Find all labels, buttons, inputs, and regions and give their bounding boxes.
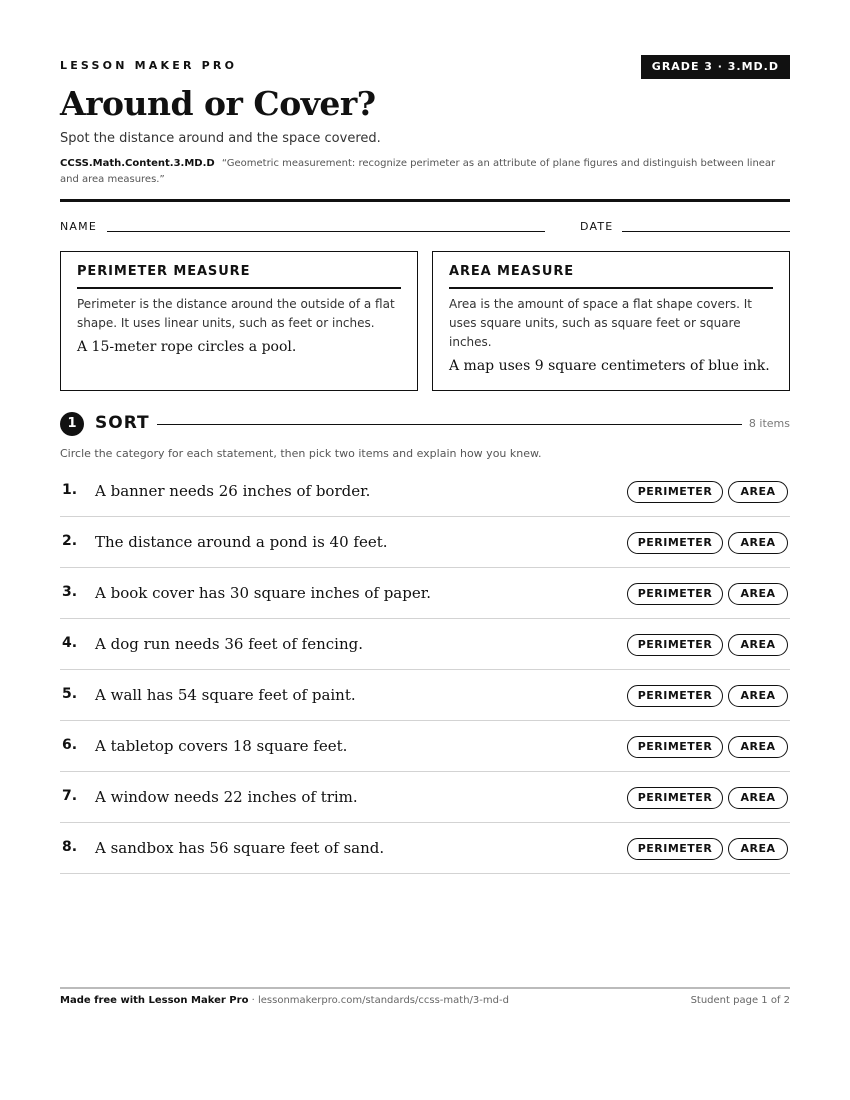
top-bar xyxy=(60,55,790,79)
section-instructions: Circle the category for each statement, then pick two items and explain how you knew. xyxy=(60,447,542,460)
name-date-row xyxy=(60,219,790,235)
area-card-title: AREA MEASURE xyxy=(449,264,773,289)
area-choice-button[interactable]: AREA xyxy=(728,736,788,758)
area-choice-button[interactable]: AREA xyxy=(728,481,788,503)
list-item xyxy=(60,721,790,772)
perimeter-choice-button[interactable]: PERIMETER xyxy=(627,787,723,809)
standard-code: CCSS.Math.Content.3.MD.D xyxy=(60,158,215,169)
area-choice-button[interactable]: AREA xyxy=(728,532,788,554)
item-text: A banner needs 26 inches of border. xyxy=(95,482,371,500)
footer-separator: · xyxy=(248,995,258,1006)
page-title: Around or Cover? xyxy=(60,84,376,123)
list-item xyxy=(60,517,790,568)
standard-text: “Geometric measurement: recognize perimeter as an attribute of plane figures and distinguish between linear and area measures.” xyxy=(60,158,776,185)
item-text: A sandbox has 56 square feet of sand. xyxy=(95,839,385,857)
item-number: 8. xyxy=(62,839,78,855)
list-item xyxy=(60,823,790,874)
footer-made-with: Made free with Lesson Maker Pro xyxy=(60,995,249,1006)
area-choice-button[interactable]: AREA xyxy=(728,634,788,656)
item-text: The distance around a pond is 40 feet. xyxy=(95,533,388,551)
name-label: NAME xyxy=(60,220,97,233)
section-divider xyxy=(157,424,742,425)
area-choice-button[interactable]: AREA xyxy=(728,838,788,860)
section-number-badge: 1 xyxy=(60,412,84,436)
grade-badge: GRADE 3 · 3.MD.D xyxy=(641,55,790,79)
perimeter-card xyxy=(60,251,418,391)
item-number: 4. xyxy=(62,635,78,651)
footer-divider xyxy=(60,987,790,989)
item-text: A wall has 54 square feet of paint. xyxy=(95,686,356,704)
perimeter-choice-button[interactable]: PERIMETER xyxy=(627,685,723,707)
date-field[interactable] xyxy=(622,231,790,232)
perimeter-card-body: Perimeter is the distance around the outside of a flat shape. It uses linear units, such as feet or inches. xyxy=(77,297,395,330)
section-header xyxy=(60,411,790,437)
footer-url-link[interactable]: lessonmakerpro.com/standards/ccss-math/3-md-d xyxy=(257,995,509,1006)
page-subtitle: Spot the distance around and the space covered. xyxy=(60,131,381,146)
standard-description xyxy=(60,156,790,188)
perimeter-choice-button[interactable]: PERIMETER xyxy=(627,481,723,503)
item-text: A book cover has 30 square inches of paper. xyxy=(95,584,432,602)
perimeter-choice-button[interactable]: PERIMETER xyxy=(627,736,723,758)
section-item-count: 8 items xyxy=(748,417,790,430)
footer xyxy=(60,995,790,1006)
date-label: DATE xyxy=(580,220,614,233)
area-card-example: A map uses 9 square centimeters of blue ink. xyxy=(449,358,770,374)
name-field[interactable] xyxy=(107,231,545,232)
item-number: 5. xyxy=(62,686,78,702)
item-number: 7. xyxy=(62,788,78,804)
header-divider xyxy=(60,199,790,202)
item-text: A dog run needs 36 feet of fencing. xyxy=(95,635,363,653)
item-number: 2. xyxy=(62,533,78,549)
item-text: A tabletop covers 18 square feet. xyxy=(95,737,348,755)
section-title: SORT xyxy=(95,413,150,433)
perimeter-choice-button[interactable]: PERIMETER xyxy=(627,532,723,554)
list-item xyxy=(60,466,790,517)
item-number: 1. xyxy=(62,482,78,498)
area-choice-button[interactable]: AREA xyxy=(728,583,788,605)
perimeter-choice-button[interactable]: PERIMETER xyxy=(627,583,723,605)
list-item xyxy=(60,670,790,721)
list-item xyxy=(60,772,790,823)
area-choice-button[interactable]: AREA xyxy=(728,685,788,707)
item-number: 3. xyxy=(62,584,78,600)
item-list xyxy=(60,466,790,874)
area-card xyxy=(432,251,790,391)
perimeter-choice-button[interactable]: PERIMETER xyxy=(627,634,723,656)
brand-name: LESSON MAKER PRO xyxy=(60,59,238,72)
area-choice-button[interactable]: AREA xyxy=(728,787,788,809)
list-item xyxy=(60,568,790,619)
perimeter-choice-button[interactable]: PERIMETER xyxy=(627,838,723,860)
area-card-body: Area is the amount of space a flat shape covers. It uses square units, such as square feet or square inches. xyxy=(449,297,752,349)
perimeter-card-example: A 15-meter rope circles a pool. xyxy=(77,339,297,355)
perimeter-card-title: PERIMETER MEASURE xyxy=(77,264,401,289)
page-number: Student page 1 of 2 xyxy=(690,995,790,1006)
list-item xyxy=(60,619,790,670)
item-text: A window needs 22 inches of trim. xyxy=(95,788,358,806)
item-number: 6. xyxy=(62,737,78,753)
